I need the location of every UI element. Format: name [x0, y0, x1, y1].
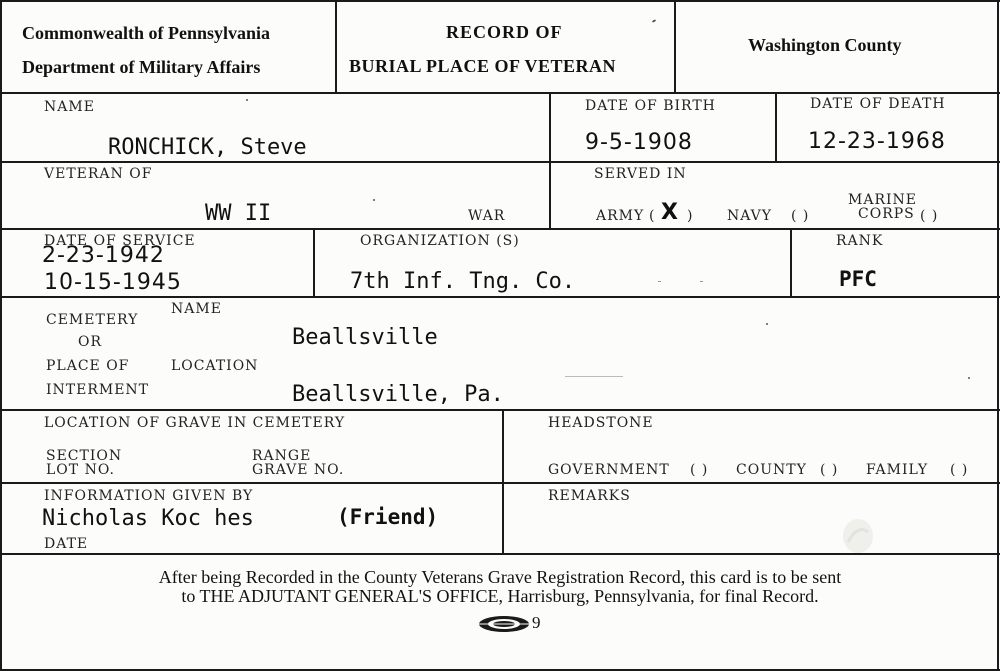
- war-value: WW II: [205, 201, 272, 226]
- rank-label: RANK: [836, 233, 884, 249]
- informant-name: Nicholas Koc hes: [42, 506, 254, 531]
- row3-col-divider-2: [790, 229, 792, 297]
- navy-checkbox: ( ): [791, 208, 810, 224]
- organization-value: 7th Inf. Tng. Co.: [350, 269, 576, 294]
- information-given-by-label: INFORMATION GIVEN BY: [44, 488, 254, 504]
- grave-number-label: GRAVE NO.: [252, 462, 345, 478]
- row5-divider: [0, 482, 1000, 484]
- remarks-label: REMARKS: [548, 488, 631, 504]
- ink-speck: [658, 281, 661, 282]
- ink-speck: [373, 199, 375, 201]
- interment-label: INTERMENT: [46, 382, 150, 398]
- top-border: [0, 0, 1000, 2]
- header-org-line1: Commonwealth of Pennsylvania: [22, 23, 271, 43]
- header-org-line2: Department of Military Affairs: [22, 57, 261, 77]
- marine-checkbox: ( ): [920, 208, 939, 224]
- dob-value: 9-5-1908: [585, 130, 693, 155]
- service-dates-label: DATE OF SERVICE: [44, 233, 196, 249]
- army-close-paren: ): [687, 208, 694, 224]
- service-start-date: 2-23-1942: [42, 243, 165, 268]
- informant-relation: (Friend): [337, 505, 439, 529]
- government-checkbox: ( ): [690, 462, 709, 478]
- service-end-date: 10-15-1945: [44, 270, 182, 295]
- war-label: WAR: [468, 208, 506, 224]
- stamp-watermark: [838, 514, 878, 556]
- dod-value: 12-23-1968: [808, 129, 946, 154]
- footer-instructions-line2: to THE ADJUTANT GENERAL'S OFFICE, Harrisburg, Pennsylvania, for final Record.: [181, 586, 819, 606]
- cemetery-name-value: Beallsville: [292, 325, 438, 350]
- row3-divider: [0, 296, 1000, 298]
- record-title-line2: BURIAL PLACE OF VETERAN: [349, 56, 617, 76]
- name-label: NAME: [44, 99, 95, 115]
- info-date-label: DATE: [44, 536, 89, 552]
- army-label: ARMY: [596, 208, 645, 224]
- dod-label: DATE OF DEATH: [810, 96, 946, 112]
- or-label: OR: [78, 334, 103, 350]
- veteran-name: RONCHICK, Steve: [108, 135, 307, 160]
- header-divider: [0, 92, 1000, 94]
- row1-col-divider-2: [775, 93, 777, 162]
- county-headstone-label: COUNTY: [736, 462, 807, 478]
- header-col-divider-2: [674, 0, 676, 93]
- row1-divider: [0, 161, 1000, 163]
- ink-speck: [766, 323, 768, 325]
- range-label: RANGE: [252, 448, 312, 464]
- county-name: Washington County: [748, 35, 902, 55]
- government-label: GOVERNMENT: [548, 462, 670, 478]
- family-label: FAMILY: [866, 462, 929, 478]
- footer-instructions-line1: After being Recorded in the County Veterans Grave Registration Record, this card is to be sent: [158, 567, 842, 587]
- veteran-of-label: VETERAN OF: [44, 166, 153, 182]
- army-check-mark: X: [661, 200, 679, 225]
- grave-location-label: LOCATION OF GRAVE IN CEMETERY: [44, 415, 346, 431]
- location-label: LOCATION: [171, 358, 259, 374]
- form-number: 9: [532, 613, 541, 632]
- ink-speck: [700, 281, 703, 282]
- ink-speck: [968, 377, 970, 379]
- printer-union-bug-icon: [478, 613, 530, 635]
- served-in-label: SERVED IN: [594, 166, 687, 182]
- row5-6-col-divider: [502, 410, 504, 554]
- marine-label: MARINE: [848, 192, 917, 208]
- organization-label: ORGANIZATION (S): [360, 233, 520, 249]
- county-checkbox: ( ): [820, 462, 839, 478]
- corps-label: CORPS: [858, 206, 915, 222]
- army-open-paren: (: [649, 208, 656, 224]
- cemetery-name-label: NAME: [171, 301, 222, 317]
- place-of-label: PLACE OF: [46, 358, 130, 374]
- ink-speck: [652, 19, 656, 23]
- section-label: SECTION: [46, 448, 123, 464]
- record-title-line1: RECORD OF: [446, 22, 563, 42]
- cemetery-label: CEMETERY: [46, 312, 139, 328]
- header-col-divider-1: [335, 0, 337, 93]
- row1-2-col-divider: [549, 93, 551, 229]
- row2-divider: [0, 228, 1000, 230]
- row3-col-divider-1: [313, 229, 315, 297]
- ink-smudge: [565, 376, 623, 377]
- rank-value: PFC: [839, 267, 877, 291]
- lot-number-label: LOT NO.: [46, 462, 115, 478]
- headstone-label: HEADSTONE: [548, 415, 654, 431]
- row4-divider: [0, 409, 1000, 411]
- interment-location-value: Beallsville, Pa.: [292, 382, 504, 407]
- ink-speck: [246, 99, 248, 101]
- dob-label: DATE OF BIRTH: [585, 98, 716, 114]
- family-checkbox: ( ): [950, 462, 969, 478]
- navy-label: NAVY: [727, 208, 773, 224]
